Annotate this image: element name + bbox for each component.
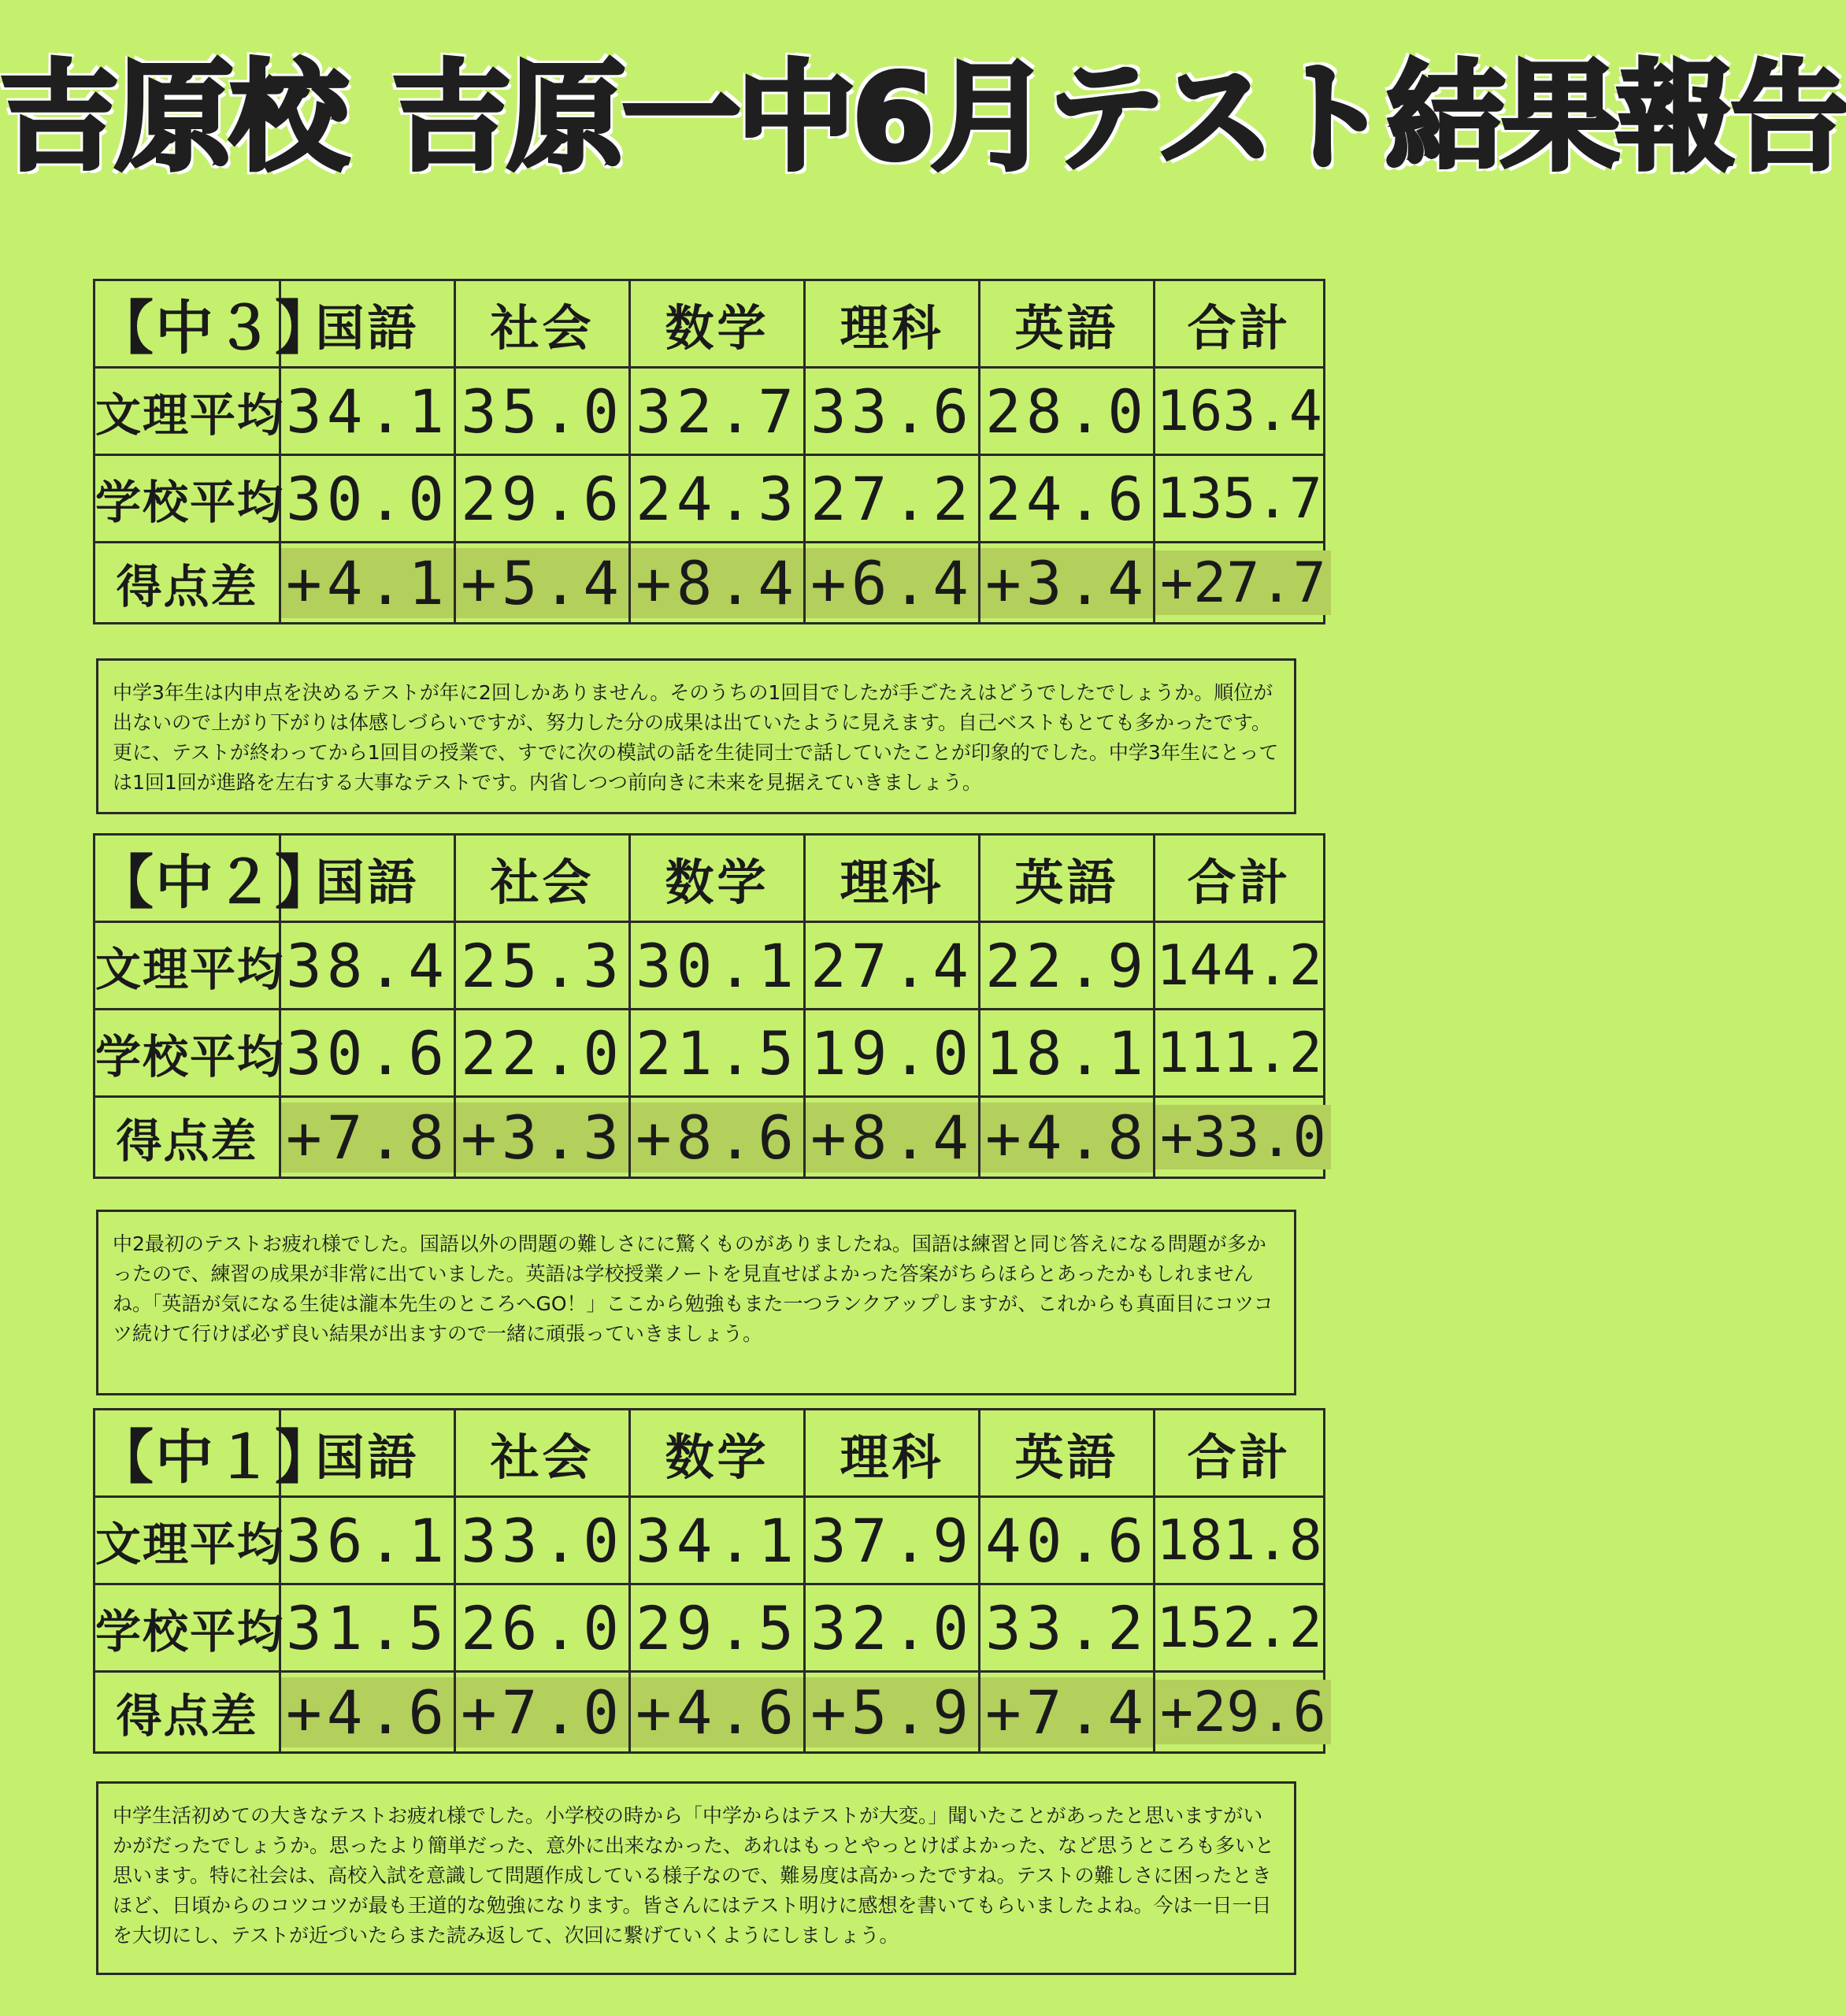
score-cell: 30.6 [280, 1010, 455, 1097]
grade-label: 【中３】 [95, 280, 280, 368]
score-cell: 36.1 [280, 1497, 455, 1584]
diff-cell [455, 543, 630, 624]
row-label: 文理平均 [95, 368, 280, 455]
subject-science: 理科 [805, 1410, 980, 1497]
score-total-cell: 111.2 [1155, 1010, 1325, 1097]
subject-english: 英語 [980, 280, 1155, 368]
diff-value: +4.1 [281, 548, 454, 618]
subject-japanese: 国語 [280, 280, 455, 368]
score-cell: 38.4 [280, 922, 455, 1010]
score-cell: 33.0 [455, 1497, 630, 1584]
diff-value: +4.6 [281, 1677, 454, 1747]
subject-math: 数学 [630, 835, 805, 922]
score-cell: 32.0 [805, 1584, 980, 1672]
score-cell: 40.6 [980, 1497, 1155, 1584]
score-table-grade1 [93, 1408, 1325, 1754]
diff-value: +7.0 [456, 1677, 628, 1747]
diff-cell [280, 1097, 455, 1178]
score-table-grade3 [93, 279, 1325, 624]
score-cell: 30.1 [630, 922, 805, 1010]
score-cell: 22.0 [455, 1010, 630, 1097]
table-row-bunri-average [95, 1497, 1325, 1584]
row-label: 学校平均 [95, 1010, 280, 1097]
table-row-score-difference [95, 543, 1325, 624]
diff-value: +7.8 [281, 1102, 454, 1173]
row-label: 得点差 [95, 1097, 280, 1178]
diff-total-cell [1155, 543, 1325, 624]
title-school: 吉原校 [0, 50, 346, 187]
diff-cell [455, 1672, 630, 1753]
diff-cell [630, 1097, 805, 1178]
diff-value: +3.3 [456, 1102, 628, 1173]
subject-total: 合計 [1155, 1410, 1325, 1497]
score-total-cell: 181.8 [1155, 1497, 1325, 1584]
comment-box-grade2 [96, 1210, 1296, 1395]
score-cell: 24.3 [630, 455, 805, 543]
score-cell: 26.0 [455, 1584, 630, 1672]
score-cell: 21.5 [630, 1010, 805, 1097]
score-cell: 27.4 [805, 922, 980, 1010]
row-label: 文理平均 [95, 922, 280, 1010]
score-cell: 37.9 [805, 1497, 980, 1584]
diff-cell [280, 1672, 455, 1753]
score-cell: 25.3 [455, 922, 630, 1010]
row-label: 得点差 [95, 1672, 280, 1753]
diff-value: +4.8 [980, 1102, 1153, 1173]
diff-cell [805, 1672, 980, 1753]
score-cell: 32.7 [630, 368, 805, 455]
score-table-grade2 [93, 833, 1325, 1179]
score-total-cell: 152.2 [1155, 1584, 1325, 1672]
subject-social: 社会 [455, 835, 630, 922]
diff-cell [980, 1672, 1155, 1753]
row-label: 学校平均 [95, 1584, 280, 1672]
diff-value: +5.4 [456, 548, 628, 618]
diff-value: +5.9 [806, 1677, 978, 1747]
comment-box-grade3 [96, 658, 1296, 814]
subject-math: 数学 [630, 280, 805, 368]
table-header-row [95, 280, 1325, 368]
subject-total: 合計 [1155, 835, 1325, 922]
subject-science: 理科 [805, 835, 980, 922]
subject-japanese: 国語 [280, 835, 455, 922]
comment-box-grade1 [96, 1781, 1296, 1975]
table-row-bunri-average [95, 922, 1325, 1010]
row-label: 学校平均 [95, 455, 280, 543]
row-label: 文理平均 [95, 1497, 280, 1584]
grade-label: 【中１】 [95, 1410, 280, 1497]
diff-value: +7.4 [980, 1677, 1153, 1747]
diff-cell [630, 1672, 805, 1753]
subject-total: 合計 [1155, 280, 1325, 368]
comment-text: 中学3年生は内申点を決めるテストが年に2回しかありません。そのうちの1回目でしたが手ごたえはどうでしたでしょうか。順位が出ないので上がり下がりは体感しづらいですが、努力した分の成果は出ていたように見えます。自己ベストもとても多かったです。更に、テストが終わってから1回目の授業で、すでに次の模試の話を生徒同士で話していたことが印象的でした。中学3年生にとっては1回1回が進路を左右する大事なテストです。内省しつつ前向きに未来を見据えていきましょう。 [113, 681, 1279, 794]
row-label: 得点差 [95, 543, 280, 624]
table-row-score-difference [95, 1672, 1325, 1753]
page-title [0, 47, 1846, 189]
diff-cell [805, 543, 980, 624]
score-cell: 34.1 [280, 368, 455, 455]
score-cell: 27.2 [805, 455, 980, 543]
score-cell: 31.5 [280, 1584, 455, 1672]
comment-text: 中学生活初めての大きなテストお疲れ様でした。小学校の時から「中学からはテストが大変。」聞いたことがあったと思いますがいかがだったでしょうか。思ったより簡単だった、意外に出来なかった、あれはもっとやっとけばよかった、など思うところも多いと思います。特に社会は、高校入試を意識して問題作成している様子なので、難易度は高かったですね。テストの難しさに困ったときほど、日頃からのコツコツが最も王道的な勉強になります。皆さんにはテスト明けに感想を書いてもらいましたよね。今は一日一日を大切にし、テストが近づいたらまた読み返して、次回に繋げていくようにしましょう。 [113, 1804, 1275, 1947]
table-header-row [95, 1410, 1325, 1497]
diff-cell [280, 543, 455, 624]
table-header-row [95, 835, 1325, 922]
score-total-cell: 163.4 [1155, 368, 1325, 455]
diff-cell [980, 543, 1155, 624]
score-cell: 29.5 [630, 1584, 805, 1672]
diff-cell [805, 1097, 980, 1178]
score-cell: 24.6 [980, 455, 1155, 543]
score-cell: 33.6 [805, 368, 980, 455]
diff-value: +6.4 [806, 548, 978, 618]
table-row-score-difference [95, 1097, 1325, 1178]
subject-social: 社会 [455, 280, 630, 368]
subject-english: 英語 [980, 1410, 1155, 1497]
score-cell: 18.1 [980, 1010, 1155, 1097]
diff-cell [455, 1097, 630, 1178]
diff-value: +33.0 [1155, 1105, 1331, 1169]
score-cell: 34.1 [630, 1497, 805, 1584]
score-total-cell: 135.7 [1155, 455, 1325, 543]
diff-total-cell [1155, 1672, 1325, 1753]
subject-english: 英語 [980, 835, 1155, 922]
subject-math: 数学 [630, 1410, 805, 1497]
diff-value: +27.7 [1155, 550, 1331, 615]
diff-total-cell [1155, 1097, 1325, 1178]
score-cell: 19.0 [805, 1010, 980, 1097]
table-row-bunri-average [95, 368, 1325, 455]
diff-value: +29.6 [1155, 1680, 1331, 1744]
table-row-school-average [95, 1010, 1325, 1097]
score-cell: 29.6 [455, 455, 630, 543]
comment-text: 中2最初のテストお疲れ様でした。国語以外の問題の難しさにに驚くものがありましたね。国語は練習と同じ答えになる問題が多かったので、練習の成果が非常に出ていました。英語は学校授業ノートを見直せばよかった答案がちらほらとあったかもしれませんね。「英語が気になる生徒は瀧本先生のところへGO！」ここから勉強もまた一つランクアップしますが、これからも真面目にコツコツ続けて行けば必ず良い結果が出ますので一緒に頑張っていきましょう。 [113, 1232, 1273, 1345]
diff-cell [630, 543, 805, 624]
diff-value: +3.4 [980, 548, 1153, 618]
score-cell: 28.0 [980, 368, 1155, 455]
score-cell: 30.0 [280, 455, 455, 543]
title-main: 吉原一中6月テスト結果報告 [392, 50, 1846, 187]
diff-value: +8.6 [631, 1102, 803, 1173]
score-cell: 33.2 [980, 1584, 1155, 1672]
diff-cell [980, 1097, 1155, 1178]
score-cell: 22.9 [980, 922, 1155, 1010]
table-row-school-average [95, 1584, 1325, 1672]
subject-japanese: 国語 [280, 1410, 455, 1497]
subject-science: 理科 [805, 280, 980, 368]
diff-value: +4.6 [631, 1677, 803, 1747]
score-cell: 35.0 [455, 368, 630, 455]
score-total-cell: 144.2 [1155, 922, 1325, 1010]
subject-social: 社会 [455, 1410, 630, 1497]
diff-value: +8.4 [631, 548, 803, 618]
diff-value: +8.4 [806, 1102, 978, 1173]
table-row-school-average [95, 455, 1325, 543]
grade-label: 【中２】 [95, 835, 280, 922]
